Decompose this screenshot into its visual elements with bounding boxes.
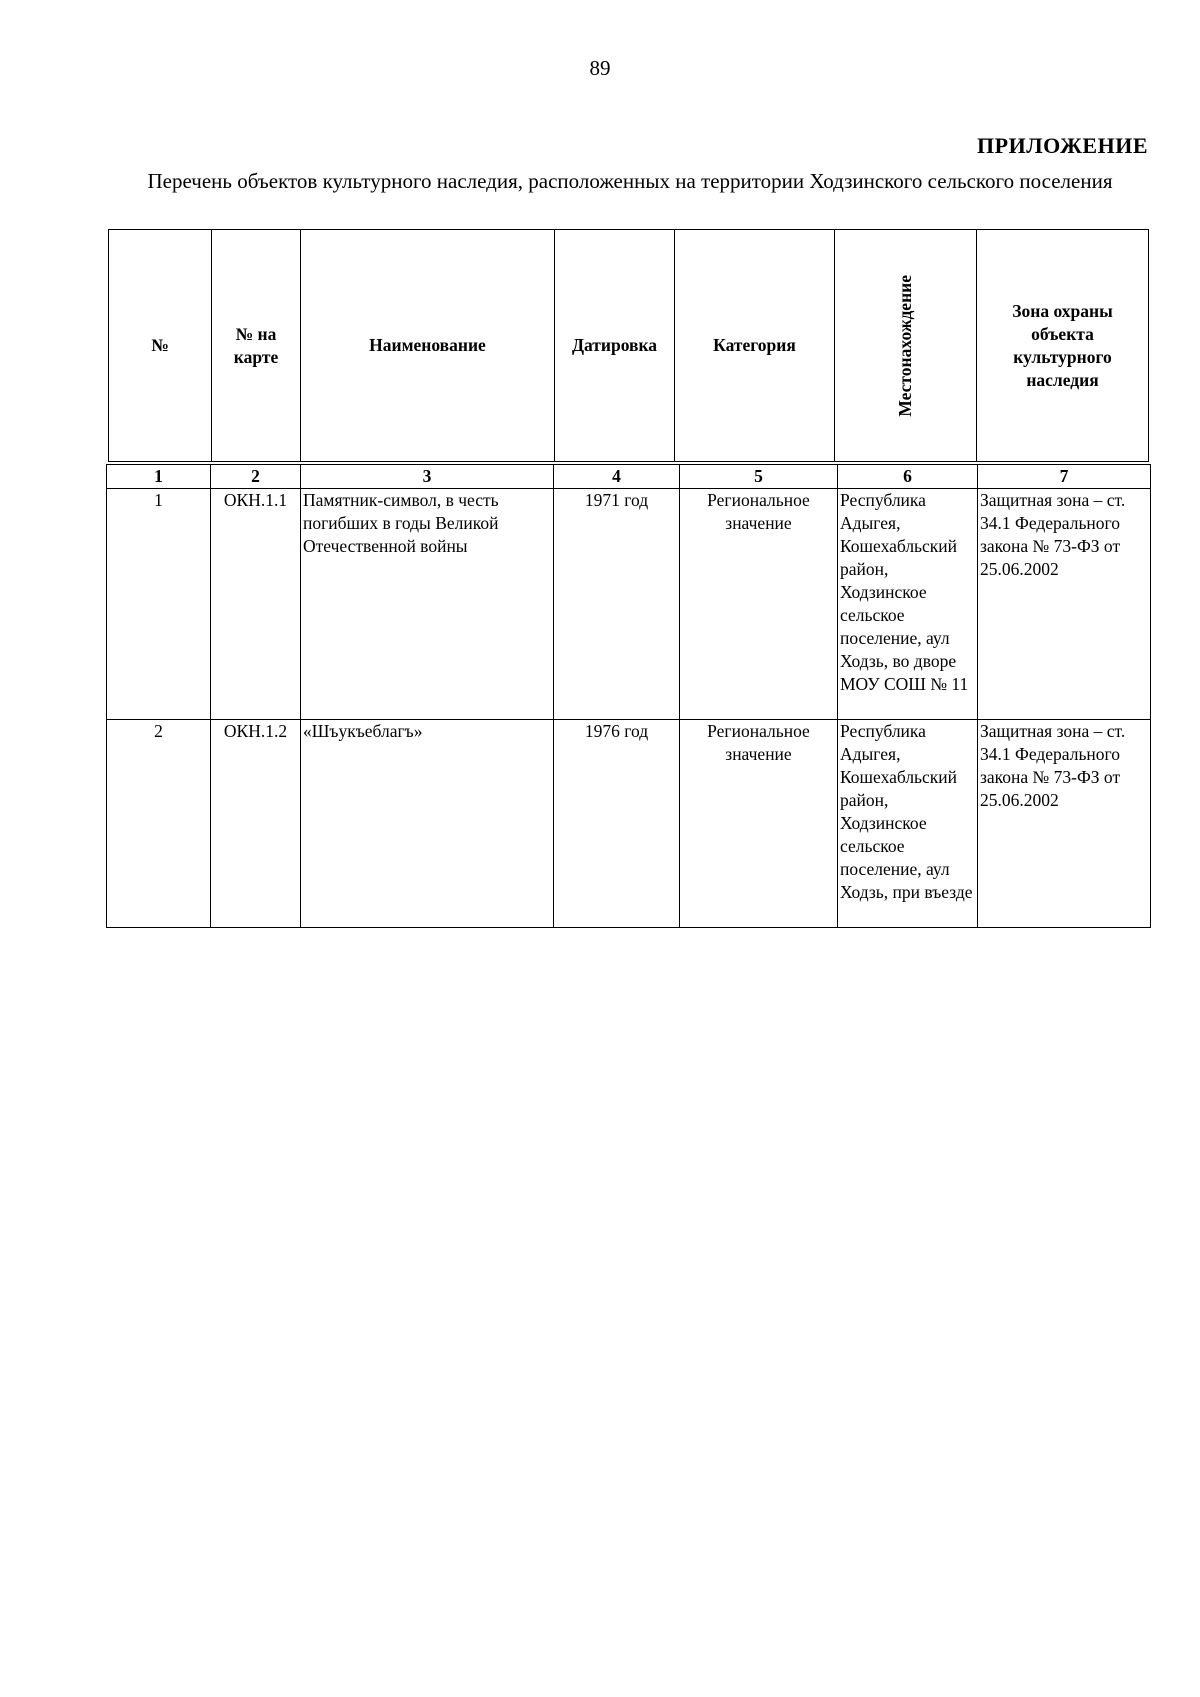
header-number: № <box>109 230 212 462</box>
row-name: Памятник-символ, в честь погибших в годы Великой Отечественной войны <box>301 489 554 720</box>
row-location: Республика Адыгея, Кошехабльский район, Ходзинское сельское поселение, аул Ходзь, при въезде <box>838 720 978 928</box>
row-map-number: ОКН.1.2 <box>211 720 301 928</box>
row-protection-zone: Защитная зона – ст. 34.1 Федерального закона № 73-ФЗ от 25.06.2002 <box>978 720 1151 928</box>
row-number: 1 <box>107 489 211 720</box>
row-name: «Шъукъеблагъ» <box>301 720 554 928</box>
header-category: Категория <box>675 230 835 462</box>
row-date: 1971 год <box>554 489 680 720</box>
header-location: Местонахождение <box>895 274 915 417</box>
header-date: Датировка <box>555 230 675 462</box>
row-category: Региональное значение <box>680 720 838 928</box>
column-numbers-row <box>107 465 1151 489</box>
page-number: 89 <box>589 56 611 80</box>
row-map-number: ОКН.1.1 <box>211 489 301 720</box>
appendix-title: ПРИЛОЖЕНИЕ <box>977 133 1148 158</box>
table-row <box>107 489 1151 720</box>
row-number: 2 <box>107 720 211 928</box>
document-title: Перечень объектов культурного наследия, расположенных на территории Ходзинского сельского поселения <box>147 169 1113 193</box>
table-header <box>108 229 1149 462</box>
heritage-table <box>106 464 1151 928</box>
column-number: 5 <box>680 465 838 489</box>
column-number: 1 <box>107 465 211 489</box>
header-name: Наименование <box>301 230 555 462</box>
row-category: Региональное значение <box>680 489 838 720</box>
row-protection-zone: Защитная зона – ст. 34.1 Федерального закона № 73-ФЗ от 25.06.2002 <box>978 489 1151 720</box>
column-number: 3 <box>301 465 554 489</box>
column-number: 2 <box>211 465 301 489</box>
column-number: 7 <box>978 465 1151 489</box>
header-location-cell <box>835 230 977 462</box>
row-date: 1976 год <box>554 720 680 928</box>
header-map-number: № на карте <box>212 230 301 462</box>
header-protection-zone: Зона охраны объекта культурного наследия <box>977 230 1149 462</box>
row-location: Республика Адыгея, Кошехабльский район, Ходзинское сельское поселение, аул Ходзь, во дворе МОУ СОШ № 11 <box>838 489 978 720</box>
column-number: 6 <box>838 465 978 489</box>
table-row <box>107 720 1151 928</box>
column-number: 4 <box>554 465 680 489</box>
